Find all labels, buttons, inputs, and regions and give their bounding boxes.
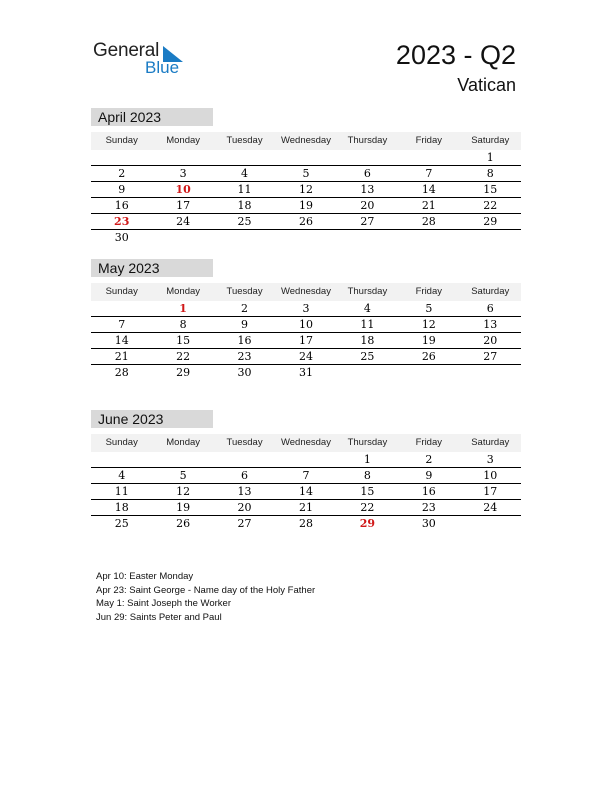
day-cell xyxy=(152,230,213,246)
weekday-label: Sunday xyxy=(105,286,138,297)
day-cell: 10 xyxy=(298,318,313,331)
day-cell: 12 xyxy=(298,183,313,196)
day-cell: 28 xyxy=(114,366,129,379)
weekday-label: Sunday xyxy=(105,437,138,448)
page-title: 2023 - Q2 xyxy=(395,40,516,70)
day-cell xyxy=(337,365,398,381)
week-row xyxy=(91,150,521,166)
day-cell xyxy=(91,452,152,467)
day-cell: 21 xyxy=(114,350,129,363)
holiday-day-cell: 1 xyxy=(179,302,187,315)
holiday-day-cell: 10 xyxy=(175,183,191,196)
week-row xyxy=(91,484,521,500)
day-cell xyxy=(152,150,213,165)
day-cell: 27 xyxy=(483,350,498,363)
weekday-label: Monday xyxy=(166,437,201,448)
day-cell: 9 xyxy=(425,469,433,482)
day-cell xyxy=(398,150,459,165)
day-cell: 11 xyxy=(114,485,129,498)
weekday-label: Monday xyxy=(166,286,201,297)
day-cell: 8 xyxy=(179,318,187,331)
day-cell: 31 xyxy=(298,366,313,379)
day-cell: 3 xyxy=(486,453,494,466)
day-cell: 4 xyxy=(118,469,126,482)
week-row xyxy=(91,365,521,381)
day-cell: 14 xyxy=(421,183,436,196)
month-april xyxy=(91,108,521,246)
day-cell: 27 xyxy=(360,215,375,228)
logo-general-text: General xyxy=(93,40,160,61)
weekday-label: Friday xyxy=(415,437,443,448)
day-cell: 26 xyxy=(421,350,436,363)
week-row xyxy=(91,317,521,333)
holiday-notes xyxy=(96,570,315,624)
day-cell: 18 xyxy=(114,501,129,514)
month-title: May 2023 xyxy=(91,259,213,277)
weekday-label: Saturday xyxy=(471,437,510,448)
day-cell: 21 xyxy=(298,501,313,514)
day-cell: 13 xyxy=(360,183,375,196)
day-cell: 26 xyxy=(298,215,313,228)
day-cell: 22 xyxy=(360,501,375,514)
day-cell: 18 xyxy=(237,199,252,212)
week-row xyxy=(91,182,521,198)
day-cell: 15 xyxy=(360,485,375,498)
weekday-label: Wednesday xyxy=(280,135,331,146)
weekday-header-row xyxy=(91,132,521,150)
day-cell: 12 xyxy=(176,485,191,498)
weekday-label: Thursday xyxy=(347,437,388,448)
weekday-label: Friday xyxy=(415,286,443,297)
week-row xyxy=(91,349,521,365)
day-cell: 17 xyxy=(176,199,191,212)
country-name: Vatican xyxy=(457,75,516,95)
week-row xyxy=(91,198,521,214)
day-cell xyxy=(152,452,213,467)
weekday-label: Friday xyxy=(415,135,443,146)
day-cell xyxy=(275,230,336,246)
day-cell: 18 xyxy=(360,334,375,347)
day-cell: 11 xyxy=(237,183,252,196)
day-cell: 1 xyxy=(486,151,494,164)
day-cell: 30 xyxy=(421,517,436,530)
day-cell: 6 xyxy=(486,302,494,315)
day-cell: 7 xyxy=(118,318,126,331)
day-cell: 5 xyxy=(302,167,310,180)
day-cell: 2 xyxy=(425,453,433,466)
day-cell: 14 xyxy=(298,485,313,498)
day-cell xyxy=(214,452,275,467)
day-cell xyxy=(398,230,459,246)
weekday-label: Wednesday xyxy=(280,437,331,448)
day-cell: 12 xyxy=(421,318,436,331)
day-cell: 19 xyxy=(176,501,191,514)
weekday-label: Sunday xyxy=(105,135,138,146)
weekday-label: Thursday xyxy=(347,135,388,146)
day-cell: 8 xyxy=(363,469,371,482)
month-may xyxy=(91,259,521,381)
weekday-header-row xyxy=(91,434,521,452)
day-cell: 16 xyxy=(237,334,252,347)
day-cell: 17 xyxy=(298,334,313,347)
day-cell: 13 xyxy=(237,485,252,498)
day-cell xyxy=(460,516,521,532)
month-title: April 2023 xyxy=(91,108,213,126)
week-row xyxy=(91,214,521,230)
day-cell xyxy=(214,150,275,165)
day-cell xyxy=(91,150,152,165)
week-row xyxy=(91,468,521,484)
day-cell: 28 xyxy=(421,215,436,228)
week-row xyxy=(91,166,521,182)
day-cell: 16 xyxy=(114,199,129,212)
week-row xyxy=(91,230,521,246)
day-cell: 2 xyxy=(241,302,249,315)
day-cell xyxy=(460,365,521,381)
day-cell: 29 xyxy=(176,366,191,379)
weekday-label: Saturday xyxy=(471,135,510,146)
day-cell: 16 xyxy=(421,485,436,498)
day-cell: 24 xyxy=(176,215,191,228)
holiday-day-cell: 23 xyxy=(114,215,130,228)
day-cell: 25 xyxy=(114,517,129,530)
day-cell: 19 xyxy=(421,334,436,347)
day-cell xyxy=(398,365,459,381)
day-cell: 23 xyxy=(237,350,252,363)
day-cell: 21 xyxy=(421,199,436,212)
day-cell: 13 xyxy=(483,318,498,331)
day-cell: 3 xyxy=(179,167,187,180)
weekday-label: Thursday xyxy=(347,286,388,297)
holiday-note: Apr 23: Saint George - Name day of the Holy Father xyxy=(96,584,316,596)
weekday-label: Wednesday xyxy=(280,286,331,297)
day-cell: 3 xyxy=(302,302,310,315)
day-cell: 30 xyxy=(114,231,129,244)
day-cell: 10 xyxy=(483,469,498,482)
day-cell xyxy=(275,452,336,467)
day-cell: 25 xyxy=(237,215,252,228)
day-cell: 24 xyxy=(298,350,313,363)
day-cell: 8 xyxy=(486,167,494,180)
day-cell: 17 xyxy=(483,485,498,498)
holiday-note: Apr 10: Easter Monday xyxy=(96,571,194,582)
holiday-note: Jun 29: Saints Peter and Paul xyxy=(96,611,222,623)
day-cell: 15 xyxy=(176,334,191,347)
day-cell: 20 xyxy=(483,334,498,347)
week-row xyxy=(91,500,521,516)
day-cell: 11 xyxy=(360,318,375,331)
day-cell: 29 xyxy=(483,215,498,228)
day-cell: 20 xyxy=(360,199,375,212)
day-cell xyxy=(214,230,275,246)
day-cell: 5 xyxy=(425,302,433,315)
weekday-label: Monday xyxy=(166,135,201,146)
day-cell: 7 xyxy=(425,167,433,180)
day-cell: 30 xyxy=(237,366,252,379)
day-cell xyxy=(91,301,152,316)
logo-blue-text: Blue xyxy=(145,58,180,77)
month-title: June 2023 xyxy=(91,410,213,428)
day-cell: 9 xyxy=(241,318,249,331)
month-june xyxy=(91,410,521,532)
day-cell: 4 xyxy=(363,302,371,315)
week-row xyxy=(91,301,521,317)
day-cell: 6 xyxy=(363,167,371,180)
day-cell: 22 xyxy=(483,199,498,212)
day-cell: 27 xyxy=(237,517,252,530)
day-cell: 15 xyxy=(483,183,498,196)
holiday-note: May 1: Saint Joseph the Worker xyxy=(96,598,231,609)
weekday-header-row xyxy=(91,283,521,301)
day-cell: 5 xyxy=(179,469,187,482)
day-cell: 6 xyxy=(241,469,249,482)
day-cell: 28 xyxy=(298,517,313,530)
day-cell: 26 xyxy=(176,517,191,530)
weekday-label: Tuesday xyxy=(226,135,263,146)
day-cell: 24 xyxy=(483,501,498,514)
weekday-label: Tuesday xyxy=(226,437,263,448)
day-cell: 20 xyxy=(237,501,252,514)
day-cell xyxy=(460,230,521,246)
day-cell xyxy=(337,230,398,246)
day-cell xyxy=(337,150,398,165)
day-cell: 23 xyxy=(421,501,436,514)
holiday-day-cell: 29 xyxy=(359,517,376,530)
day-cell: 14 xyxy=(114,334,129,347)
weekday-label: Saturday xyxy=(471,286,510,297)
week-row xyxy=(91,516,521,532)
day-cell: 22 xyxy=(176,350,191,363)
weekday-label: Tuesday xyxy=(226,286,263,297)
logo xyxy=(93,40,193,80)
day-cell: 9 xyxy=(118,183,126,196)
day-cell: 25 xyxy=(360,350,375,363)
week-row xyxy=(91,452,521,468)
day-cell: 1 xyxy=(363,453,371,466)
day-cell xyxy=(275,150,336,165)
day-cell: 19 xyxy=(298,199,313,212)
day-cell: 2 xyxy=(118,167,126,180)
day-cell: 7 xyxy=(302,469,310,482)
week-row xyxy=(91,333,521,349)
day-cell: 4 xyxy=(241,167,249,180)
